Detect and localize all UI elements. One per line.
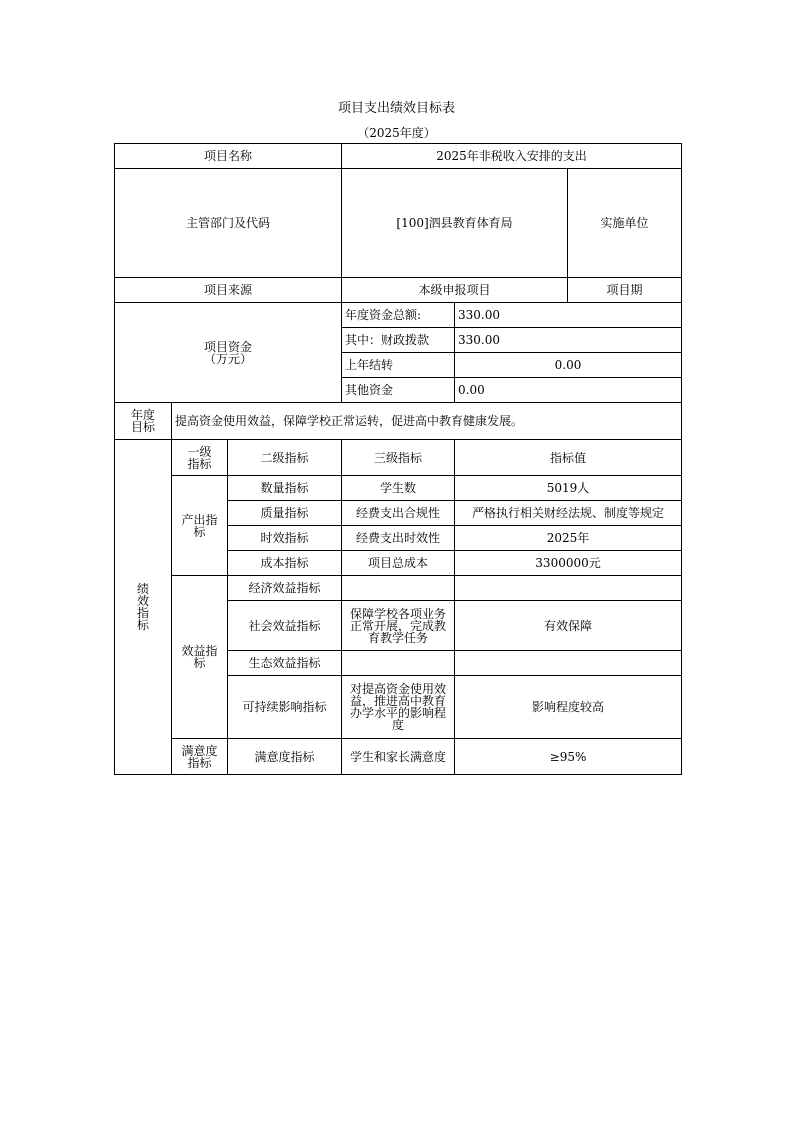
perf-label-char: 指 [136, 606, 149, 620]
annual-goal-label [115, 403, 172, 440]
funds-carry-label: 上年结转 [342, 353, 455, 378]
funds-total-label: 年度资金总额: [342, 303, 455, 328]
benefit-value: 有效保障 [455, 601, 682, 651]
perf-label-char: 效 [136, 594, 149, 608]
benefit-level2: 经济效益指标 [228, 576, 342, 601]
header-level3: 三级指标 [342, 440, 455, 476]
benefit-label-line1: 效益指 [181, 644, 218, 658]
output-value: 严格执行相关财经法规、制度等规定 [455, 501, 682, 526]
satisfaction-label-line1: 满意度 [181, 743, 218, 758]
benefit-level3 [342, 576, 455, 601]
performance-indicator-label [115, 440, 172, 775]
annual-goal-text: 提高资金使用效益，保障学校正常运转，促进高中教育健康发展。 [172, 403, 682, 440]
output-level2: 数量指标 [228, 476, 342, 501]
header-level1 [172, 440, 228, 476]
output-value: 3300000元 [455, 551, 682, 576]
benefit-value: 影响程度较高 [455, 676, 682, 739]
annual-goal-label-line2: 目标 [130, 420, 155, 434]
funds-other-label: 其他资金 [342, 378, 455, 403]
performance-table [114, 143, 682, 775]
benefit-level3-line: 正常开展，完成教 [350, 618, 447, 633]
output-label-line1: 产出指 [181, 512, 218, 527]
output-indicator-label [172, 476, 228, 576]
output-level3: 经费支出时效性 [342, 526, 455, 551]
header-value: 指标值 [455, 440, 682, 476]
funds-other-value: 0.00 [455, 378, 682, 403]
table-row [115, 576, 682, 601]
source-label: 项目来源 [115, 278, 342, 303]
header-level2: 二级指标 [228, 440, 342, 476]
header-level1-line1: 一级 [187, 444, 212, 459]
implementing-unit-label: 实施单位 [568, 169, 682, 278]
period-label: 项目期 [568, 278, 682, 303]
row-project-name [115, 144, 682, 169]
benefit-level2: 可持续影响指标 [228, 676, 342, 739]
satisfaction-level2: 满意度指标 [228, 739, 342, 775]
row-funds-total [115, 303, 682, 328]
funds-total-value: 330.00 [455, 303, 682, 328]
output-level3: 学生数 [342, 476, 455, 501]
benefit-level3-line: 保障学校各项业务 [350, 606, 447, 621]
row-source [115, 278, 682, 303]
funds-label-line1: 项目资金 [204, 339, 253, 354]
satisfaction-level3: 学生和家长满意度 [342, 739, 455, 775]
source-value: 本级申报项目 [342, 278, 568, 303]
benefit-indicator-label [172, 576, 228, 739]
output-value: 5019人 [455, 476, 682, 501]
project-name-label: 项目名称 [115, 144, 342, 169]
benefit-level3-line: 度 [392, 718, 405, 732]
perf-label-char: 绩 [136, 582, 149, 596]
output-level3: 项目总成本 [342, 551, 455, 576]
benefit-level3-line: 对提高资金使用效 [350, 682, 447, 696]
funds-fiscal-label: 其中：财政拨款 [342, 328, 455, 353]
output-level2: 质量指标 [228, 501, 342, 526]
perf-label-char: 标 [136, 618, 149, 632]
benefit-level2: 生态效益指标 [228, 651, 342, 676]
benefit-level3 [342, 651, 455, 676]
funds-label-line2: （万元） [204, 351, 253, 366]
benefit-level3-line: 益，推进高中教育 [350, 694, 447, 708]
benefit-level3-line: 育教学任务 [368, 630, 429, 645]
funds-carry-value: 0.00 [455, 353, 682, 378]
output-level2: 时效指标 [228, 526, 342, 551]
output-label-line2: 标 [193, 524, 206, 539]
row-department [115, 169, 682, 278]
table-row [115, 739, 682, 775]
table-row [115, 476, 682, 501]
row-annual-goal [115, 403, 682, 440]
funds-fiscal-value: 330.00 [455, 328, 682, 353]
funds-label [115, 303, 342, 403]
benefit-level3 [342, 676, 455, 739]
benefit-level3-line: 办学水平的影响程 [350, 706, 447, 720]
project-name-value: 2025年非税收入安排的支出 [342, 144, 682, 169]
page-title: 项目支出绩效目标表 [337, 101, 455, 116]
benefit-label-line2: 标 [193, 656, 206, 670]
satisfaction-label-line2: 指标 [187, 755, 212, 770]
satisfaction-value: ≥95% [455, 739, 682, 775]
department-label: 主管部门及代码 [115, 169, 342, 278]
benefit-level3 [342, 601, 455, 651]
row-indicator-header [115, 440, 682, 476]
benefit-value [455, 576, 682, 601]
output-level2: 成本指标 [228, 551, 342, 576]
page-subtitle-year: （2025年度） [357, 126, 436, 140]
department-value: [100]泗县教育体育局 [342, 169, 568, 278]
header-level1-line2: 指标 [187, 456, 212, 471]
annual-goal-label-line1: 年度 [130, 408, 155, 422]
satisfaction-indicator-label [172, 739, 228, 775]
benefit-value [455, 651, 682, 676]
output-level3: 经费支出合规性 [342, 501, 455, 526]
benefit-level2: 社会效益指标 [228, 601, 342, 651]
output-value: 2025年 [455, 526, 682, 551]
